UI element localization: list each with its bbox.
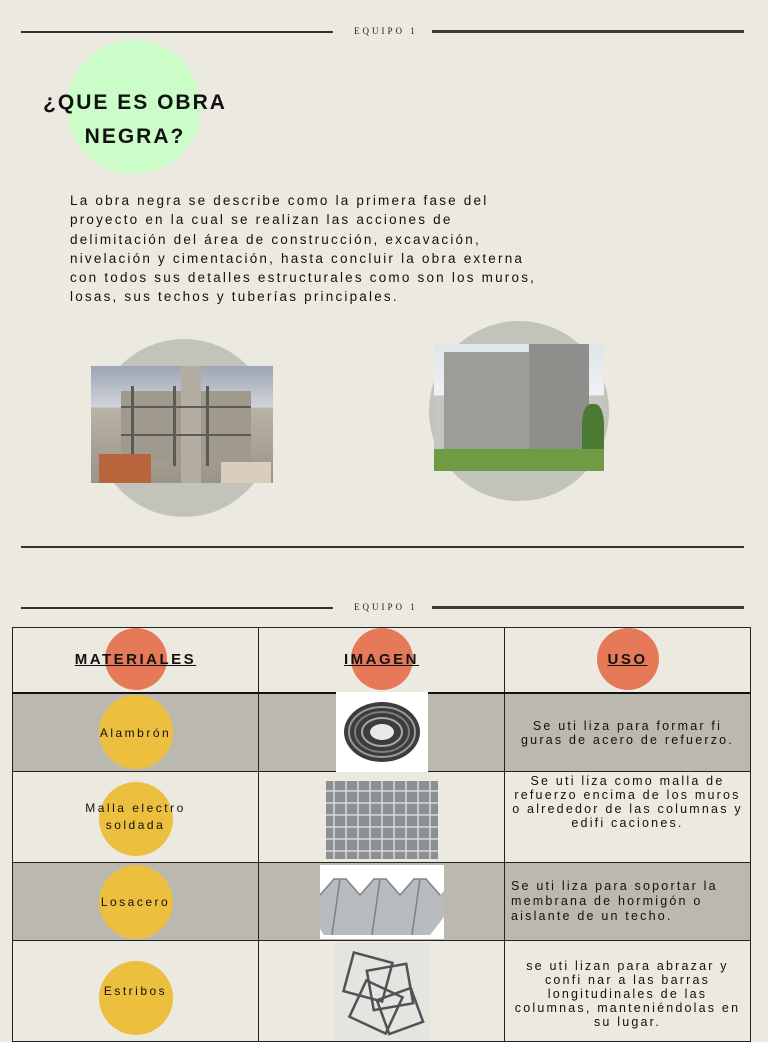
section-divider [21, 546, 744, 548]
welded-mesh-image [326, 781, 438, 859]
table-row [13, 863, 751, 941]
steel-deck-image [320, 865, 444, 939]
image-cell [259, 693, 505, 772]
use-cell [505, 693, 751, 772]
table-row [13, 941, 751, 1042]
material-name: Losacero [100, 894, 171, 909]
material-cell [13, 772, 259, 863]
header-cell-materials [13, 628, 259, 694]
header2-rule-right [432, 606, 744, 609]
page-title: ¿QUE ES OBRA NEGRA? [43, 91, 227, 148]
image-cell [259, 941, 505, 1042]
material-cell [13, 693, 259, 772]
material-name: Malla electro soldada [85, 801, 186, 832]
use-text: Se uti liza para soportar la membrana de hormigón o aislante de un techo. [511, 879, 718, 923]
header2-rule-left [21, 607, 333, 609]
material-name: Estribos [103, 984, 168, 998]
use-text: se uti lizan para abrazar y confi nar a las barras longitudinales de las columnas, manteniéndolas en su lugar. [514, 959, 741, 1029]
material-cell [13, 941, 259, 1042]
header-rule-right [432, 30, 744, 33]
header-cell-use [505, 628, 751, 694]
table-row [13, 772, 751, 863]
table-header-row [13, 628, 751, 694]
use-cell [505, 941, 751, 1042]
table-row [13, 693, 751, 772]
header-rule-left [21, 31, 333, 33]
image-cell [259, 863, 505, 941]
construction-scaffolding-photo [91, 366, 273, 483]
material-name: Alambrón [99, 725, 172, 740]
use-text: Se uti liza para formar fi guras de acero de refuerzo. [521, 718, 734, 747]
description-paragraph: La obra negra se describe como la primera fase del proyecto en la cual se realizan las acciones de delimitación del área de construcción, excavación, nivelación y cimentación, hasta concluir la obra externa con todos sus detalles estructurales como son los muros, losas, sus techos y tuberías principales. [70, 193, 537, 305]
header-image: IMAGEN [344, 651, 419, 668]
stirrups-image [334, 943, 430, 1039]
use-cell [505, 772, 751, 863]
block-building-photo [434, 344, 604, 471]
header-materials: MATERIALES [74, 651, 197, 668]
header-label: EQUIPO 1 [354, 26, 418, 36]
wire-coil-image [336, 692, 428, 772]
materials-table [12, 627, 751, 1042]
use-text: Se uti liza como malla de refuerzo encima de los muros o alrededor de las columnas y edifi caciones. [512, 774, 743, 830]
header2-label: EQUIPO 1 [354, 602, 418, 612]
use-cell [505, 863, 751, 941]
header-use: USO [607, 651, 648, 668]
header-cell-image [259, 628, 505, 694]
material-cell [13, 863, 259, 941]
image-cell [259, 772, 505, 863]
